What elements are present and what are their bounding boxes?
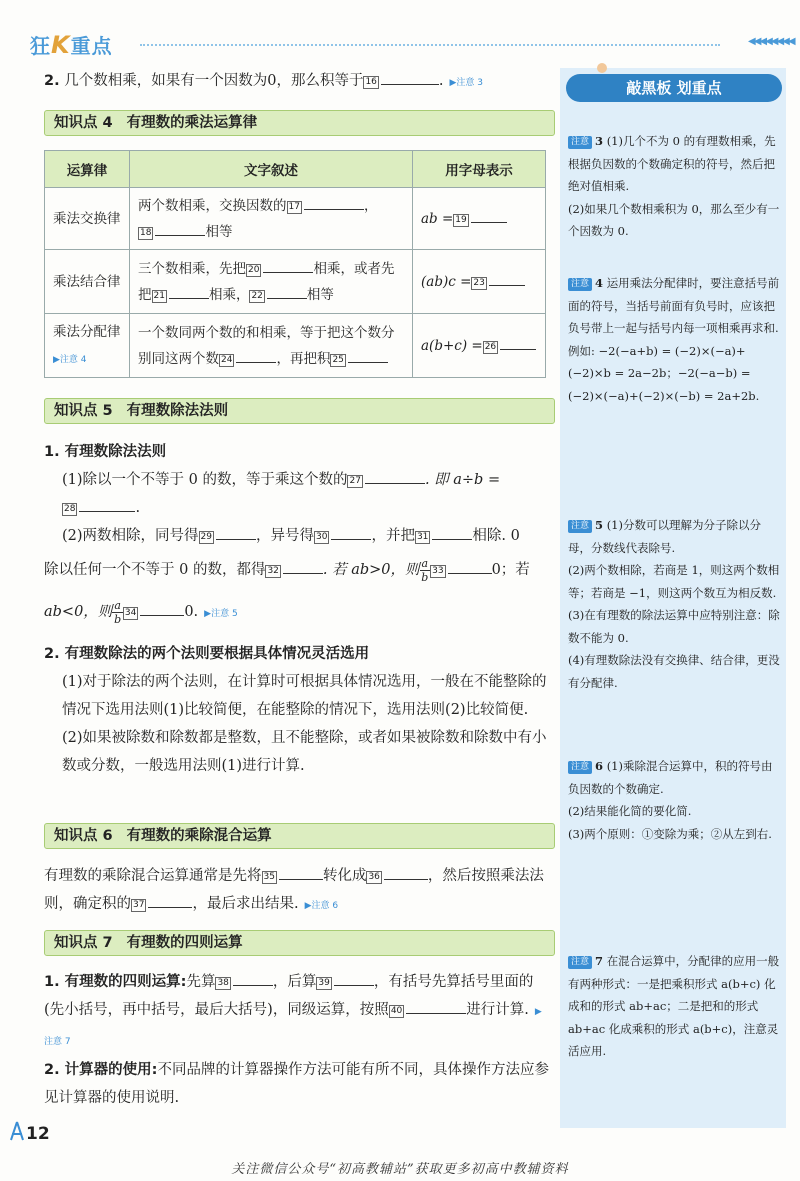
kp5-heading-2: 2. 有理数除法的两个法则要根据具体情况灵活选用 [44, 646, 370, 662]
header-divider [140, 44, 720, 46]
table-row [45, 314, 546, 378]
kp6-header: 知识点 6 有理数的乘除混合运算 [44, 823, 555, 849]
sidebar-note: 注意 4 运用乘法分配律时，要注意括号前面的符号，当括号前面有负号时，应该把负号带上一起与括号内每一项相乘再求和. 例如: −2(−a+b) = (−2)×(−a)+(−2)×b = 2a−2b；−2(−a−b) = (−2)×(−a)+(−2)×(−b) = 2a+2b. [568, 276, 780, 403]
law-text: 三个数相乘，先把 20 相乘，或者先把 21 相乘， 22 相等 [130, 250, 413, 314]
sidebar-title: 敲黑板 划重点 [566, 74, 782, 102]
col-header: 用字母表示 [413, 151, 546, 188]
intro-line: 2. 几个数相乘，如果有一个因数为0，那么积等于 16 . ▶注意 3 [44, 73, 484, 89]
sidebar-note: 注意 3 (1)几个不为 0 的有理数相乘，先根据负因数的个数确定积的符号，然后把绝对值相乘. (2)如果几个数相乘积为 0，那么至少有一个因数为 0. [568, 134, 780, 238]
note-ref: ▶注意 4 [53, 354, 87, 365]
fraction: $\frac{a}{b}$ [421, 556, 429, 584]
table-row [45, 188, 546, 250]
fraction: $\frac{a}{b}$ [114, 598, 122, 626]
kp5-header: 知识点 5 有理数除法法则 [44, 398, 555, 424]
page-number: 12 [26, 1124, 50, 1144]
note-ref: ▶注意 5 [204, 609, 238, 619]
col-header: 运算律 [45, 151, 130, 188]
footer-note: 关注微信公众号“初高教辅站”获取更多初高中教辅资料 [231, 1162, 569, 1177]
col-header: 文字叙述 [130, 151, 413, 188]
table-row [45, 250, 546, 314]
kp7-header: 知识点 7 有理数的四则运算 [44, 930, 555, 956]
kp5-heading-1: 1. 有理数除法法则 [44, 444, 167, 460]
kp5-para-2: (2)如果被除数和除数都是整数，且不能整除，或者如果被除数和除数中有小数或分数，一般选用法则(1)进行计算. [62, 730, 547, 774]
law-text: 一个数同两个数的和相乘，等于把这个数分别同这两个数 24 ，再把积 25 [130, 314, 413, 378]
header-arrows-icon: ◀◀◀◀◀◀◀◀ [748, 36, 794, 47]
note-ref: ▶注意 3 [449, 78, 484, 88]
kp6-text: 有理数的乘除混合运算通常是先将 35 转化成 36 ，然后按照乘法法则，确定积的 37 ，最后求出结果. ▶注意 6 [44, 868, 544, 912]
kp7-text: 1. 有理数的四则运算:先算 38 ，后算 39 ，有括号先算括号里面的(先小括号，再中括号，最后大括号)，同级运算，按照 40 进行计算. ▶注意 7 2. 计算器的使用:不同品牌的计算器操作方法可能有所不同，具体操作方法应参见计算器的使用说明. [44, 974, 549, 1106]
law-formula: a(b+c) = 26 [413, 314, 546, 378]
rules-table [44, 150, 546, 378]
note-ref: ▶注意 6 [304, 901, 339, 911]
law-name: 乘法结合律 [45, 250, 130, 314]
law-name: 乘法交换律 [45, 188, 130, 250]
law-text: 两个数相乘，交换因数的 17 ， 18 相等 [130, 188, 413, 250]
sidebar-note: 注意 6 (1)乘除混合运算中，积的符号由负因数的个数确定. (2)结果能化简的要化简. (3)两个原则：①变除为乘；②从左到右. [568, 759, 773, 841]
kp4-header: 知识点 4 有理数的乘法运算律 [44, 110, 555, 136]
kp5-para-1: (1)对于除法的两个法则，在计算时可根据具体情况选用，一般在不能整除的情况下选用法则(1)比较简便，在能整除的情况下，选用法则(2)比较简便. [62, 674, 547, 718]
compass-icon [8, 1120, 26, 1142]
note-ref: ▶注意 7 [44, 1007, 542, 1047]
law-formula: (ab)c = 23 [413, 250, 546, 314]
law-formula: ab = 19 [413, 188, 546, 250]
kp5-rules: 1. 有理数除法法则 (1)除以一个不等于 0 的数，等于乘这个数的 27 . 即 a÷b = 28 . (2)两数相除，同号得 29 ，异号得 30 ，并把 31 相除. 0 除以任何一个不等于 0 的数，都得 32 . 若 ab>0，则 $\frac{a}{b} 33$ 0；若 ab<0，则 $\frac{a}{b} 34$ 0. ▶注意 5 2. 有理数除法的两个法则要根据具体情况灵活选用 (1)对于除法的两个法则，在计算时可根据具体情况选用，一般在不能整除的情况下选用法则(1)比较简便，在能整除的情况下，选用法则(2)比较简便. (2)如果被除数和除数都是整数，且不能整除，或者如果被除数和除数中有小数或分数，一般选用法则(1)进行计算. [44, 438, 550, 780]
sidebar-note: 注意 5 (1)分数可以理解为分子除以分母，分数线代表除号. (2)两个数相除，若商是 1，则这两个数相等；若商是 −1，则这两个数互为相反数. (3)在有理数的除法运算中应特别注意：除数不能为 0. (4)有理数除法没有交换律、结合律，更没有分配律. [568, 518, 780, 690]
sidebar-note: 注意 7 在混合运算中，分配律的应用一般有两种形式：一是把乘积形式 a(b+c) 化成和的形式 ab+ac；二是把和的形式 ab+ac 化成乘积的形式 a(b+c)，注意灵活应用. [568, 954, 780, 1058]
brand-logo: 狂K重点 [30, 31, 113, 59]
law-name: 乘法分配律 ▶注意 4 [45, 314, 130, 378]
